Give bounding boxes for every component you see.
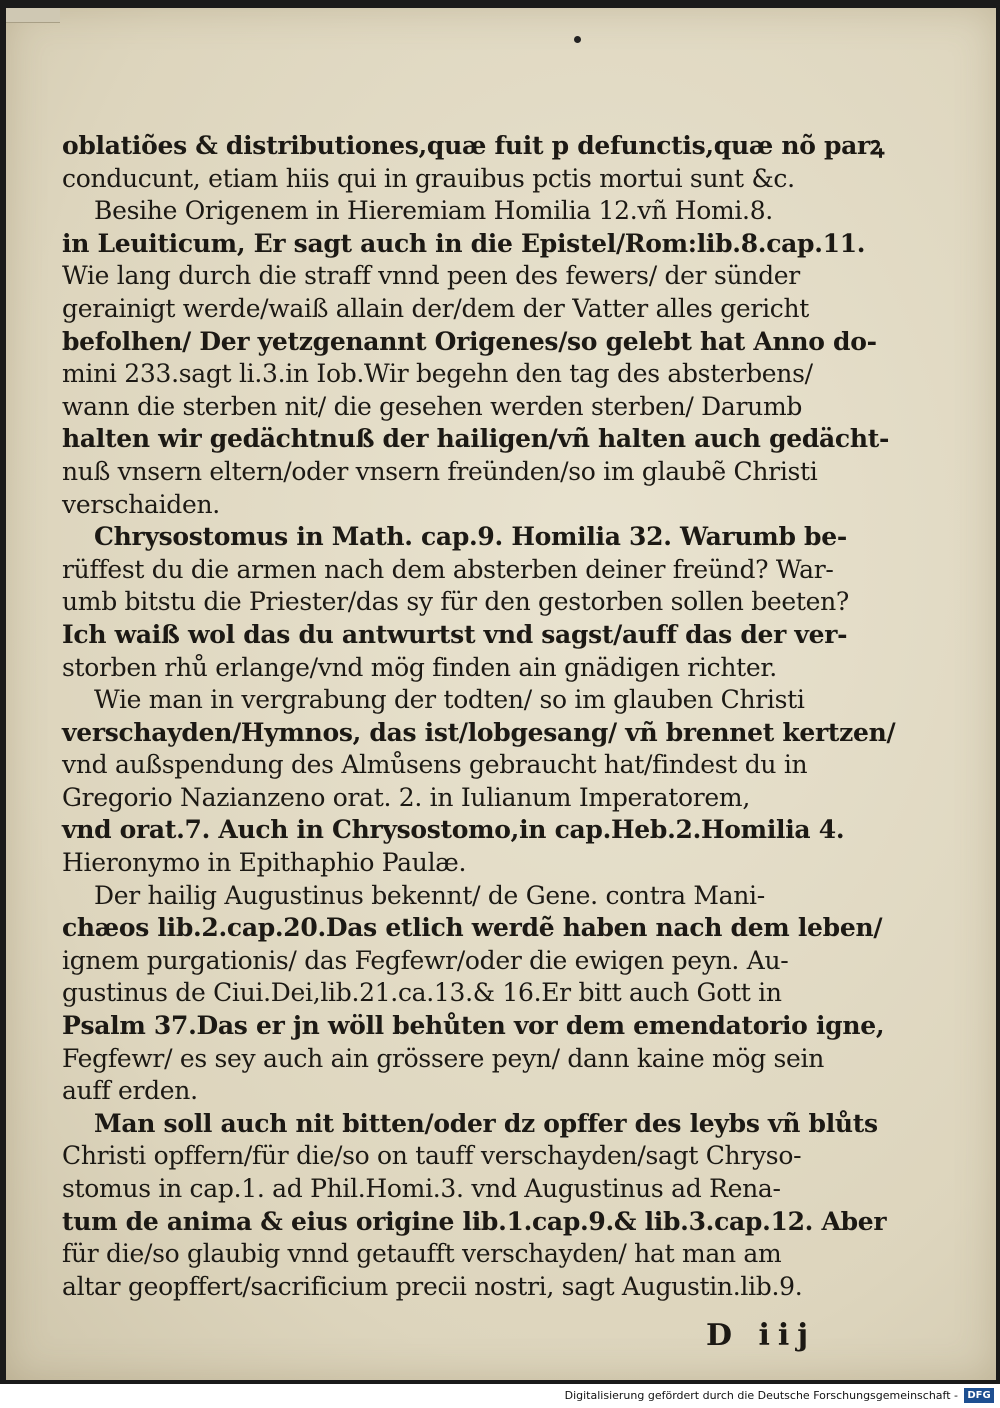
text-line: Hieronymo in Epithaphio Paulæ.: [62, 848, 467, 878]
text-line: verschaiden.: [62, 489, 220, 519]
text-line: altar geopffert/sacrificium precii nostri, sagt Augustin.lib.9.: [62, 1271, 803, 1301]
text-line: nuß vnsern eltern/oder vnsern freünden/so im glaubẽ Christi: [62, 456, 818, 486]
text-line: chæos lib.2.cap.20.Das etlich werdẽ haben nach dem leben/: [62, 913, 883, 943]
ink-mark: [574, 36, 581, 43]
text-line: vnd orat.7. Auch in Chrysostomo,in cap.Heb.2.Homilia 4.: [62, 815, 845, 845]
footer-bar: [0, 1384, 1000, 1408]
text-line: vnd außspendung des Almůsens gebraucht hat/findest du in: [62, 750, 808, 780]
text-line: Christi opffern/für die/so on tauff verschayden/sagt Chryso-: [62, 1141, 802, 1171]
text-line: gustinus de Ciui.Dei,lib.21.ca.13.& 16.Er bitt auch Gott in: [62, 978, 782, 1008]
text-line: conducunt, etiam hiis qui in grauibus pctis mortui sunt &c.: [62, 163, 795, 193]
text-line: auff erden.: [62, 1076, 198, 1106]
text-line: verschayden/Hymnos, das ist/lobgesang/ vñ brennet kertzen/: [62, 717, 896, 747]
text-line: Wie lang durch die straff vnnd peen des fewers/ der sünder: [62, 261, 800, 291]
text-line: befolhen/ Der yetzgenannt Origenes/so gelebt hat Anno do-: [62, 326, 877, 356]
text-line: Der hailig Augustinus bekennt/ de Gene. contra Mani-: [94, 880, 765, 910]
text-line: rüffest du die armen nach dem absterben deiner freünd? War-: [62, 554, 834, 584]
text-line: Psalm 37.Das er jn wöll behůten vor dem emendatorio igne,: [62, 1011, 885, 1041]
text-line: gerainigt werde/waiß allain der/dem der Vatter alles gericht: [62, 293, 810, 323]
text-line: mini 233.sagt li.3.in Iob.Wir begehn den tag des absterbens/: [62, 359, 813, 389]
text-line: Gregorio Nazianzeno orat. 2. in Iulianum Imperatorem,: [62, 782, 750, 812]
text-line: wann die sterben nit/ die gesehen werden sterben/ Darumb: [62, 391, 803, 421]
text-line: Wie man in vergrabung der todten/ so im glauben Christi: [94, 685, 805, 715]
text-line: ignem purgationis/ das Fegfewr/oder die ewigen peyn. Au-: [62, 945, 789, 975]
text-line: Fegfewr/ es sey auch ain grössere peyn/ dann kaine mög sein: [62, 1043, 825, 1073]
scanned-page: [6, 8, 996, 1380]
text-line: Man soll auch nit bitten/oder dz opffer des leybs vñ blůts: [94, 1108, 878, 1138]
text-line: Besihe Origenem in Hieremiam Homilia 12.vñ Homi.8.: [94, 196, 773, 226]
text-line: in Leuiticum, Er sagt auch in die Epistel/Rom:lib.8.cap.11.: [62, 228, 866, 258]
body-text: [62, 130, 896, 1303]
text-line: Chrysostomus in Math. cap.9. Homilia 32. Warumb be-: [94, 522, 847, 552]
text-line: storben rhů erlange/vnd mög finden ain gnädigen richter.: [62, 652, 777, 682]
text-line: Ich waiß wol das du antwurtst vnd sagst/auff das der ver-: [62, 619, 848, 649]
signature-mark: D iij: [706, 1318, 817, 1353]
dfg-logo: DFG: [964, 1388, 994, 1403]
text-line: für die/so glaubig vnnd getaufft verschayden/ hat man am: [62, 1239, 782, 1269]
text-line: umb bitstu die Priester/das sy für den gestorben sollen beeten?: [62, 587, 850, 617]
text-line: oblatiões & distributiones,quæ fuit p defunctis,quæ nõ parꝝ: [62, 131, 885, 160]
footer-credit: Digitalisierung gefördert durch die Deutsche Forschungsgemeinschaft -: [564, 1389, 958, 1402]
page-corner-tab: [6, 8, 60, 23]
text-line: tum de anima & eius origine lib.1.cap.9.& lib.3.cap.12. Aber: [62, 1206, 887, 1236]
text-line: halten wir gedächtnuß der hailigen/vñ halten auch gedächt-: [62, 424, 890, 454]
text-line: stomus in cap.1. ad Phil.Homi.3. vnd Augustinus ad Rena-: [62, 1174, 781, 1203]
